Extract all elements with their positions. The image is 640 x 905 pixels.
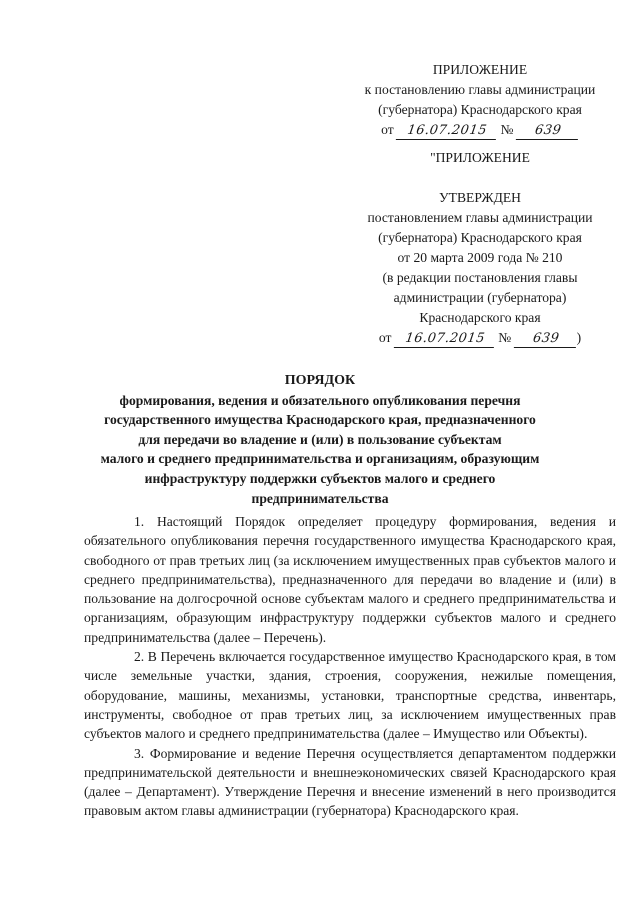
document-title <box>90 371 550 508</box>
paragraph-3: 3. Формирование и ведение Перечня осуществляется департаментом поддержки предпринимательской деятельности и внешнеэкономических связей Краснодарского края (далее – Департамент). Утверждение Перечня и внесение изменений в него производится правовым актом главы администрации (губернатора) Краснодарского края. <box>84 745 616 819</box>
title-line: инфраструктуру поддержки субъектов малого и среднего <box>144 470 496 486</box>
approval-line-3: от 20 марта 2009 года № 210 <box>397 250 563 265</box>
document-body <box>84 512 616 821</box>
appendix-label: ПРИЛОЖЕНИЕ <box>432 62 528 77</box>
appendix-header <box>330 60 630 140</box>
handwritten-date: 16.07.2015 <box>394 331 496 348</box>
approval-line-5: администрации (губернатора) <box>393 290 567 305</box>
appendix-label-quoted: "ПРИЛОЖЕНИЕ <box>430 150 530 165</box>
approval-line-4: (в редакции постановления главы <box>382 270 578 285</box>
number-prefix: № <box>500 122 514 137</box>
closing-parenthesis: ) <box>576 330 582 345</box>
title-line: формирования, ведения и обязательного опубликования перечня <box>119 392 521 408</box>
approval-line-6: Краснодарского края <box>419 310 541 325</box>
title-line: для передачи во владение и (или) в пользование субъектам <box>138 431 502 447</box>
approval-line-1: постановлением главы администрации <box>367 210 593 225</box>
approval-line-2: (губернатора) Краснодарского края <box>378 230 582 245</box>
appendix-line-2: (губернатора) Краснодарского края <box>378 102 582 117</box>
appendix-date-line <box>330 120 630 140</box>
title-line: предпринимательства <box>251 490 389 506</box>
paragraph-1: 1. Настоящий Порядок определяет процедуру формирования, ведения и обязательного опубликования перечня государственного имущества Краснодарского края, свободного от прав третьих лиц (за исключением имущественных прав субъектов малого и среднего предпринимательства), предназначенного для передачи во владение и (или) в пользование на долгосрочной основе субъектам малого и среднего предпринимательства и организациям, образующим инфраструктуру поддержки субъектов малого и среднего предпринимательства (далее – Перечень). <box>84 514 616 645</box>
approved-label: УТВЕРЖДЕН <box>439 190 521 205</box>
title-line: малого и среднего предпринимательства и организациям, образующим <box>100 451 540 467</box>
title-main: ПОРЯДОК <box>284 373 356 388</box>
title-line: государственного имущества Краснодарского края, предназначенного <box>104 412 536 428</box>
appendix-line-1: к постановлению главы администрации <box>364 82 596 97</box>
paragraph-2: 2. В Перечень включается государственное имущество Краснодарского края, в том числе земельные участки, здания, строения, сооружения, нежилые помещения, оборудование, машины, механизмы, установки, транспортные средства, инвентарь, инструменты, свободное от прав третьих лиц, за исключением имущественных прав субъектов малого и среднего предпринимательства (далее – Имущество или Объекты). <box>84 649 616 742</box>
date-prefix: от <box>381 122 394 137</box>
approval-date-line <box>330 328 630 348</box>
handwritten-number: 639 <box>516 123 580 140</box>
handwritten-number: 639 <box>513 331 577 348</box>
number-prefix: № <box>498 330 512 345</box>
approval-header <box>330 148 630 348</box>
date-prefix: от <box>378 330 392 345</box>
handwritten-date: 16.07.2015 <box>396 123 498 140</box>
